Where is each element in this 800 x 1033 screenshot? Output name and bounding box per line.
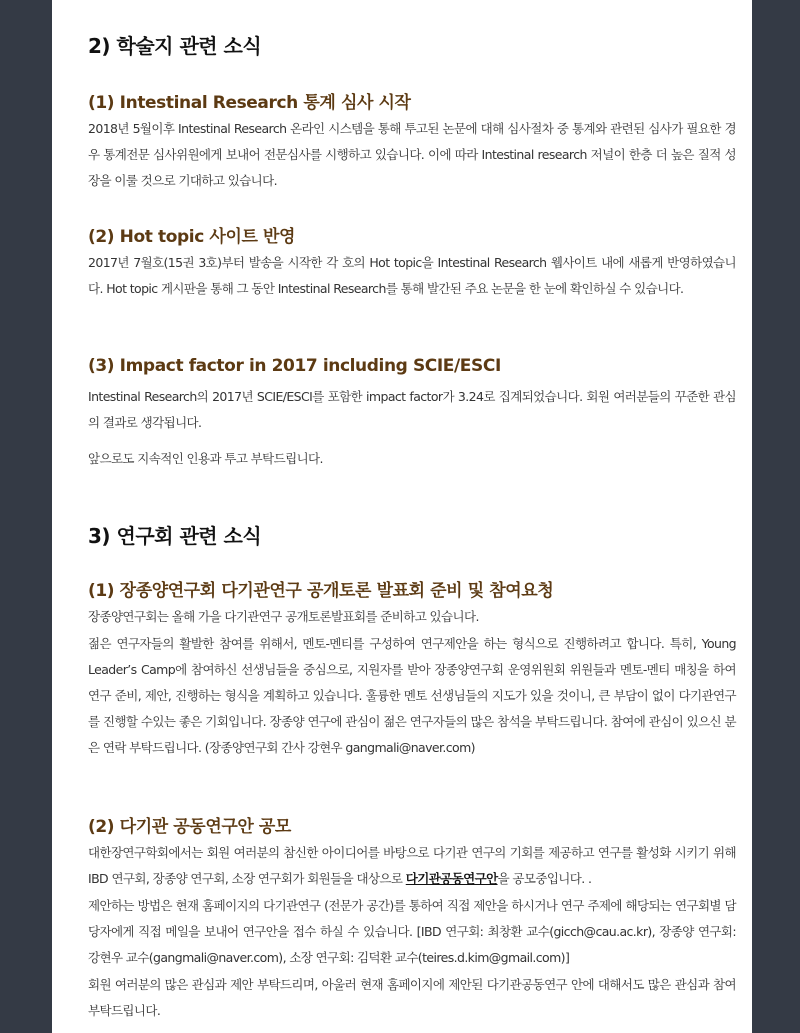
item-heading-multicenter-proposal: (2) 다기관 공동연구안 공모 [88, 817, 291, 837]
item-body-impact-factor-closing: 앞으로도 지속적인 인용과 투고 부탁드립니다. [88, 451, 323, 466]
item-body-multicenter-intro [88, 840, 736, 892]
item-body-statistics-review: 2018년 5월이후 Intestinal Research 온라인 시스템을 통해 투고된 논문에 대해 심사절차 중 통계와 관련된 심사가 필요한 경우 통계전문 심사위원에게 보내어 전문심사를 시행하고 있습니다. 이에 따라 Intestinal research 저널이 한층 더 높은 질적 성장을 이룰 것으로 기대하고 있습니다. [88, 121, 736, 188]
item-body-colon-tumor-intro: 장종양연구회는 올해 가을 다기관연구 공개토론발표회를 준비하고 있습니다. [88, 609, 479, 624]
item-body-multicenter-method: 제안하는 방법은 현재 홈페이지의 다기관연구 (전문가 공간)를 통하여 직접 제안을 하시거나 연구 주제에 해당되는 연구회별 담당자에게 직접 메일을 보내어 연구안을 접수 하실 수 있습니다. [IBD 연구회: 최창환 교수(gicch@cau.ac.kr), 장종양 연구회: 강현우 교수(gangmali@naver.com), 소장 연구회: 김덕환 교수(teires.d.kim@gmail.com)] [88, 898, 736, 965]
document-page [52, 0, 752, 1033]
multicenter-intro-text-end: 을 공모중입니다. . [497, 871, 592, 886]
item-body-multicenter-closing: 회원 여러분의 많은 관심과 제안 부탁드리며, 아울러 현재 홈페이지에 제안된 다기관공동연구 안에 대해서도 많은 관심과 참여 부탁드립니다. [88, 977, 736, 1018]
item-heading-impact-factor: (3) Impact factor in 2017 including SCIE/ESCI [88, 356, 501, 376]
item-body-impact-factor: Intestinal Research의 2017년 SCIE/ESCI를 포함한 impact factor가 3.24로 집계되었습니다. 회원 여러분들의 꾸준한 관심의 결과로 생각됩니다. [88, 389, 736, 430]
multicenter-proposal-emphasis: 다기관공동연구안 [405, 871, 498, 886]
item-heading-colon-tumor-forum: (1) 장종양연구회 다기관연구 공개토론 발표회 준비 및 참여요청 [88, 581, 554, 601]
item-body-hot-topic: 2017년 7월호(15권 3호)부터 발송을 시작한 각 호의 Hot topic을 Intestinal Research 웹사이트 내에 새롭게 반영하였습니다. Hot topic 게시판을 통해 그 동안 Intestinal Research를 통해 발간된 주요 논문을 한 눈에 확인하실 수 있습니다. [88, 255, 736, 296]
item-body-colon-tumor-details: 젊은 연구자들의 활발한 참여를 위해서, 멘토-멘티를 구성하여 연구제안을 하는 형식으로 진행하려고 합니다. 특히, Young Leader’s Camp에 참여하신 선생님들을 중심으로, 지원자를 받아 장종양연구회 운영위원회 위원들과 멘토-멘티 매칭을 하여 연구 준비, 제안, 진행하는 형식을 계획하고 있습니다. 훌륭한 멘토 선생님들의 지도가 있을 것이니, 큰 부담이 없이 다기관연구를 진행할 수있는 좋은 기회입니다. 장종양 연구에 관심이 젊은 연구자들의 많은 참석을 부탁드립니다. 참여에 관심이 있으신 분은 연락 부탁드립니다. (장종양연구회 간사 강현우 gangmali@naver.com) [88, 636, 736, 755]
multicenter-intro-text: 대한장연구학회에서는 회원 여러분의 참신한 아이디어를 바탕으로 다기관 연구의 기회를 제공하고 연구를 활성화 시키기 위해 IBD 연구회, 장종양 연구회, 소장 연구회가 회원들을 대상으로 [88, 845, 736, 886]
item-heading-statistics-review: (1) Intestinal Research 통계 심사 시작 [88, 93, 411, 113]
section-2-title: 2) 학술지 관련 소식 [88, 34, 262, 58]
section-3-title: 3) 연구회 관련 소식 [88, 524, 262, 548]
item-heading-hot-topic: (2) Hot topic 사이트 반영 [88, 227, 296, 247]
